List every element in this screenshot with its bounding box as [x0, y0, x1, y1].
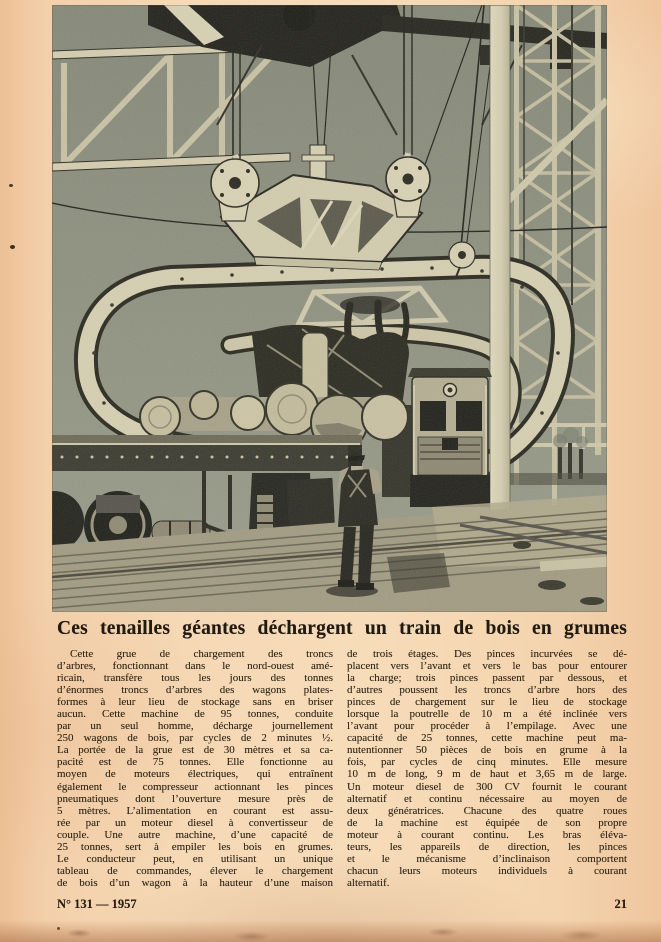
- article-body: [57, 648, 627, 889]
- text-line: moyen de moteurs électriques, qui entraînent: [57, 768, 333, 781]
- text-line: la charge; trois pinces passent par dessous, et: [347, 672, 627, 685]
- text-line: de trois étages. Des pinces incurvées se dé-: [347, 648, 627, 660]
- column-left: [57, 648, 333, 889]
- text-line: d’énormes troncs d’arbres des wagons plates-: [57, 684, 333, 697]
- crane-photo-drawing: [52, 5, 607, 612]
- issue-number: N° 131 — 1957: [57, 897, 137, 911]
- text-line: chacun leurs moteurs individuels à courant: [347, 864, 627, 877]
- column-right: [347, 648, 627, 889]
- text-line: rée par un moteur diesel à convertisseur de: [57, 816, 333, 829]
- text-line: La portée de la grue est de 30 mètres et sa ca-: [57, 744, 333, 757]
- page-number: 21: [614, 897, 627, 911]
- paper-speck: [10, 245, 15, 249]
- text-line: de la machine est équipée de son propre: [347, 816, 627, 829]
- text-line: Le conducteur peut, en utilisant un unique: [57, 852, 333, 865]
- text-line: pneumatiques dont l’ouverture mesure près de: [57, 792, 333, 805]
- paper-speck: [57, 927, 60, 930]
- text-line: Cette grue de chargement des troncs: [70, 648, 333, 660]
- text-line: pacité est de 75 tonnes. Elle fonctionne au: [57, 756, 333, 769]
- text-line: couple. Une autre machine, d’une capacité de: [57, 828, 333, 841]
- page-footer: [57, 897, 627, 912]
- text-line: 5 mètres. L’alimentation en courant est assu-: [57, 804, 333, 817]
- headline: Ces tenailles géantes déchargent un train de bois en grumes: [57, 618, 627, 639]
- text-line: par un seul homme, décharge journellement: [57, 720, 333, 733]
- text-line: d’autres poussent les troncs d’arbre hors des: [347, 684, 627, 697]
- crane-photo: [52, 5, 607, 612]
- text-line: d’arbres, fonctionnant dans le nord-ouest amé-: [57, 660, 333, 673]
- text-line: ricain, transfère tous les jours des tonnes: [57, 672, 333, 685]
- text-line: alternatif et continu nécessaire au moyen de: [347, 792, 627, 805]
- text-line: de bois d’un wagon à la hauteur d’une maison: [57, 876, 333, 889]
- text-line: formes à leur lieu de stockage sans en briser: [57, 696, 333, 709]
- text-line: alternatif.: [347, 876, 390, 889]
- text-line: teurs, les appareils de direction, les pinces: [347, 840, 627, 853]
- halftone-grain: [52, 5, 607, 612]
- paper-speck: [9, 184, 13, 187]
- text-line: deux génératrices. Chacune des quatre roues: [347, 804, 627, 817]
- text-line: moteur à courant continu. Les bras éléva-: [347, 828, 627, 841]
- text-line: capacité de 25 tonnes, cette machine peut ma-: [347, 732, 627, 745]
- text-line: nutentionner 50 pièces de bois en grume à la: [347, 744, 627, 757]
- text-line: placent vers l’avant et vers le bas pour entourer: [347, 660, 627, 673]
- text-line: fois, par cycles de cinq minutes. Elle mesure: [347, 756, 627, 769]
- text-line: lorsque la poutrelle de 10 m a été inclinée vers: [347, 708, 627, 721]
- text-line: également le compresseur actionnant les pinces: [57, 780, 333, 793]
- text-line: l’avant pour procéder à l’empilage. Avec une: [347, 720, 627, 733]
- text-line: Un moteur diesel de 300 CV fournit le courant: [347, 780, 627, 793]
- text-line: tableau de commandes, élever le chargement: [57, 864, 333, 877]
- text-line: 25 tonnes, sert à empiler les bois en grumes.: [57, 840, 333, 853]
- text-line: 10 m de long, 9 m de haut et 3,65 m de large.: [347, 768, 627, 781]
- text-line: pinces de chargement sur le lieu de stockage: [347, 696, 627, 709]
- text-line: 250 wagons de bois, par cycles de 2 minutes ½.: [57, 732, 333, 745]
- text-line: aucun. Cette machine de 95 tonnes, conduite: [57, 708, 333, 721]
- text-line: et le mécanisme d’inclinaison comportent: [347, 852, 627, 865]
